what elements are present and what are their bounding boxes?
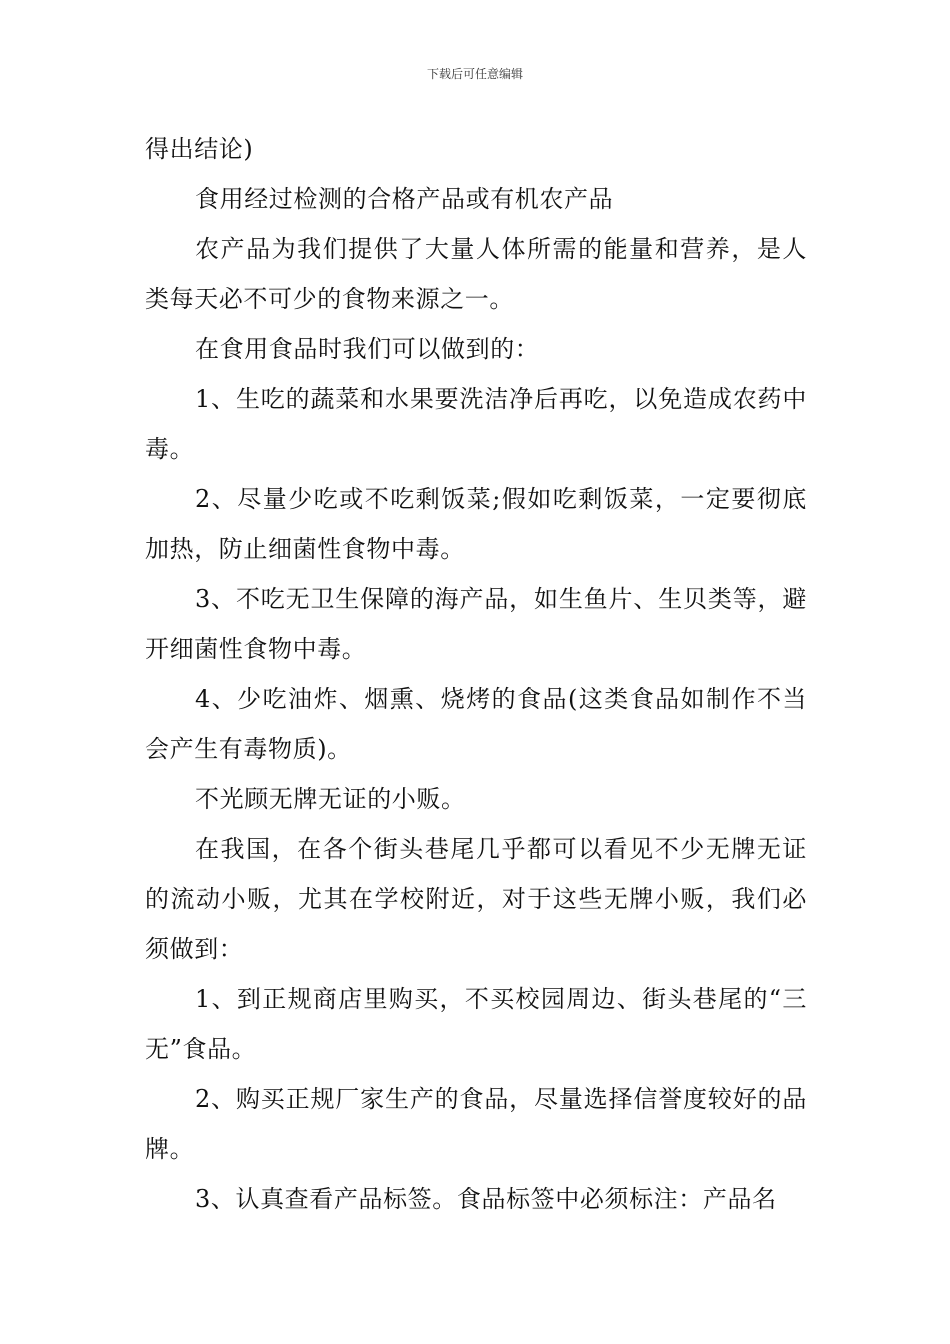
paragraph: 2、购买正规厂家生产的食品，尽量选择信誉度较好的品牌。 bbox=[145, 1085, 807, 1163]
paragraph: 4、少吃油炸、烟熏、烧烤的食品(这类食品如制作不当会产生有毒物质)。 bbox=[145, 685, 807, 763]
paragraph: 3、认真查看产品标签。食品标签中必须标注：产品名 bbox=[195, 1185, 777, 1213]
paragraph: 1、生吃的蔬菜和水果要洗洁净后再吃，以免造成农药中毒。 bbox=[145, 385, 807, 463]
paragraph: 农产品为我们提供了大量人体所需的能量和营养，是人类每天必不可少的食物来源之一。 bbox=[145, 235, 807, 313]
page-header: 下载后可任意编辑 bbox=[426, 67, 523, 81]
paragraph: 在食用食品时我们可以做到的： bbox=[195, 335, 540, 363]
paragraph: 食用经过检测的合格产品或有机农产品 bbox=[195, 185, 614, 213]
paragraph: 1、到正规商店里购买，不买校园周边、街头巷尾的“三无”食品。 bbox=[145, 985, 807, 1063]
paragraph: 2、尽量少吃或不吃剩饭菜;假如吃剩饭菜，一定要彻底加热，防止细菌性食物中毒。 bbox=[145, 485, 807, 563]
paragraph: 不光顾无牌无证的小贩。 bbox=[195, 785, 466, 813]
paragraph: 得出结论) bbox=[145, 135, 254, 163]
body-text bbox=[145, 124, 807, 1224]
paragraph: 3、不吃无卫生保障的海产品，如生鱼片、生贝类等，避开细菌性食物中毒。 bbox=[145, 585, 807, 663]
paragraph: 在我国，在各个街头巷尾几乎都可以看见不少无牌无证的流动小贩，尤其在学校附近，对于这些无牌小贩，我们必须做到： bbox=[145, 835, 807, 963]
